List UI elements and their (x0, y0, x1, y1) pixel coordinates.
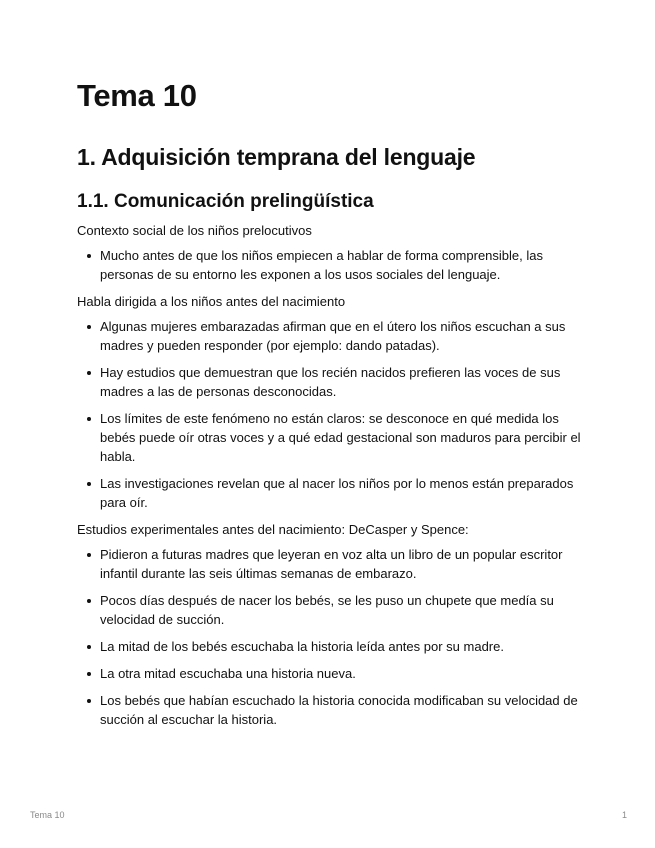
list-item: Los límites de este fenómeno no están claros: se desconoce en qué medida los bebés puede oír otras voces y a qué edad gestacional son maduros para percibir el habla. (100, 411, 581, 464)
section-heading: 1. Adquisición temprana del lenguaje (77, 144, 476, 170)
footer-document-title: Tema 10 (30, 810, 65, 820)
block-heading-prenatal-speech: Habla dirigida a los niños antes del nacimiento (77, 294, 346, 309)
bullet-list-experimental-studies (77, 545, 582, 729)
page-title: Tema 10 (77, 78, 197, 113)
bullet-list-social-context (77, 246, 582, 284)
bullet-list-prenatal-speech (77, 317, 582, 512)
list-item: Los bebés que habían escuchado la historia conocida modificaban su velocidad de succión al escuchar la historia. (100, 691, 582, 729)
list-item: Las investigaciones revelan que al nacer los niños por lo menos están preparados para oír. (100, 474, 582, 512)
block-heading-social-context: Contexto social de los niños prelocutivos (77, 223, 312, 238)
list-item: La mitad de los bebés escuchaba la historia leída antes por su madre. (100, 637, 582, 656)
list-item: Pocos días después de nacer los bebés, se les puso un chupete que medía su velocidad de succión. (100, 591, 582, 629)
list-item: Mucho antes de que los niños empiecen a hablar de forma comprensible, las personas de su entorno les exponen a los usos sociales del lenguaje. (100, 246, 582, 284)
footer-page-number: 1 (621, 810, 627, 820)
subsection-heading: 1.1. Comunicación prelingüística (77, 191, 374, 212)
block-heading-experimental-studies: Estudios experimentales antes del nacimiento: DeCasper y Spence: (77, 522, 469, 537)
list-item: La otra mitad escuchaba una historia nueva. (100, 664, 582, 683)
document-content (77, 76, 582, 737)
list-item: Algunas mujeres embarazadas afirman que en el útero los niños escuchan a sus madres y pueden responder (por ejemplo: dando patadas). (100, 317, 582, 355)
list-item: Hay estudios que demuestran que los recién nacidos prefieren las voces de sus madres a las de personas desconocidas. (100, 363, 582, 401)
list-item: Pidieron a futuras madres que leyeran en voz alta un libro de un popular escritor infantil durante las seis últimas semanas de embarazo. (100, 545, 582, 583)
